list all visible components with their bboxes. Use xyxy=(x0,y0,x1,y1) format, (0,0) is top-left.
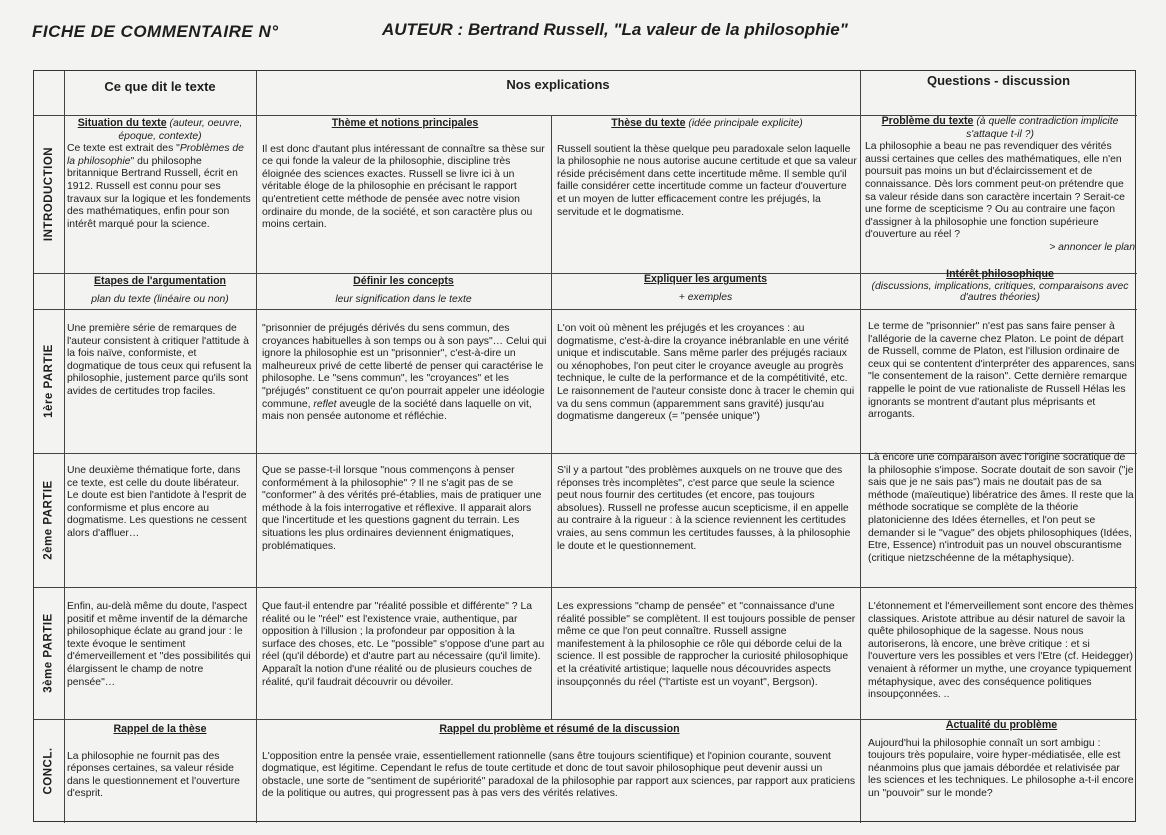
subheader-steps: Etapes de l'argumentation plan du texte (linéaire ou non) xyxy=(91,275,229,305)
grid-line xyxy=(551,115,552,719)
column-header-questions: Questions - discussion xyxy=(926,73,1071,88)
part1-concept-cell: "prisonnier de préjugés dérivés du sens commun, des croyances habituelles à son temps ou à son pays"… Celui qui ignore la philosophie est un "prisonnier", c'est-à-dire un malheureux privé de cette liberté de penser qui caractérise le philosophe. Le "sens commun", les "croyances" et les "préjugés" constituent ce qu'on pourrait appeler une idéologie commune, reflet aveugle de la société dans laquelle on vit, mais non pensée autonome et réfléchie. xyxy=(262,323,547,423)
part1-argument-cell: L'on voit où mènent les préjugés et les croyances : au dogmatisme, c'est-à-dire la croyance inébranlable en une vérité unique et indiscutable. Sans même parler des préjugés raciaux ou xénophobes, l'on peut citer le croyance aveugle au progrès technique, le culte de la performance et de la compétitivité, etc. Le raisonnement de l'auteur consiste donc à tracer le chemin qui va du sens commun (apparemment sans gravité) jusqu'au dogmatisme dangereux (= "pensée unique") xyxy=(557,323,855,423)
row-label-part2 xyxy=(34,453,64,587)
cell-note: > annoncer le plan xyxy=(1049,241,1135,253)
subheader-concepts: Définir les concepts leur signification dans le texte xyxy=(335,275,472,305)
cell-text: La philosophie a beau ne pas revendiquer des vérités aussi certaines que celles des mathématiques, elle n'en poursuit pas moins un but d'éclaircissement et de connaissance. Dès lors comment peut-on prétendre que sa valeur réside dans son caractère incertain ? Serait-ce une forme de scepticisme ? Ou au contraire une façon d'assigner à la philosophie une fonction supérieure d'ouverture au réel ? xyxy=(865,141,1125,241)
cell-text: Russell soutient la thèse quelque peu paradoxale selon laquelle la philosophie ne nous autorise aucune certitude et que sa valeur réside précisément dans cette incertitude même. Il semble qu'il faille considérer cette incertitude comme un facteur d'ouverture et un moyen de lutter efficacement contre les préjugés, la servitude et le dogmatisme. xyxy=(557,143,857,218)
row-label-conclusion xyxy=(34,719,64,823)
part1-step-cell: Une première série de remarques de l'auteur consistent à critiquer l'attitude à la fois naïve, conformiste, et dogmatique de tous ceux qui refusent la philosophie, justement parce qu'ils sont avides de certitudes trop faciles. xyxy=(67,323,252,397)
row-label-introduction xyxy=(34,115,64,273)
part3-concept-cell: Que faut-il entendre par "réalité possible et différente" ? La réalité ou le "réel" est l'existence vraie, authentique, par opposition à l'illusion ; la profondeur par opposition à la surface des choses, etc. Le "possible" s'oppose d'une part au réel (qu'il déborde) et d'autre part au nécessaire (qu'il limite). Apparaît la notion d'une réalité ou de plusieurs couches de réalité, qu'il faudrait découvrir ou dévoiler. xyxy=(262,601,545,688)
row-label-text: 1ère PARTIE xyxy=(43,344,55,418)
commentary-table xyxy=(33,70,1136,822)
part3-argument-cell: Les expressions "champ de pensée" et "connaissance d'une réalité possible" se complètent. Il est toujours possible de penser même ce que l'on peut connaître. Russell assigne manifestement à la philosophie ce rôle qui déborde celui de la science. Il est possible de rapprocher la curiosité philosophique et la créativité artistique; laquelle nous découvrides aspects insoupçonnés du réel ("l'artiste est un voyant", Bergson). xyxy=(557,601,856,688)
grid-line xyxy=(34,309,1137,310)
intro-problem-cell xyxy=(865,115,1135,273)
part3-step-cell: Enfin, au-delà même du doute, l'aspect positif et même inventif de la démarche philosophique éclate au grand jour : le texte évoque le sentiment d'émerveillement et "des possibilités qui élargissent le champ de notre pensée"… xyxy=(67,601,251,688)
subheader-interest: Intérêt philosophique (discussions, implications, critiques, comparaisons avec d'autres théories) xyxy=(871,269,1129,304)
part2-step-cell: Une deuxième thématique forte, dans ce texte, est celle du doute libérateur. Le doute est bien l'antidote à l'esprit de conformisme et plus encore au dogmatisme. Les questions ne cessent alors d'affluer… xyxy=(67,465,247,539)
part3-interest-cell: L'étonnement et l'émerveillement sont encore des thèmes classiques. Aristote attribue au désir naturel de savoir la quête philosophique de la sagesse. Nous nous autoriserons, là encore, une brève critique : et si l'ouverture vers les possibles et vers l'Etre (cf. Heidegger) venaient à réformer un mythe, une croyance typiquement métaphysique, avec des conséquence politiques insoupçonnées. .. xyxy=(868,601,1134,701)
row-label-text: 2ème PARTIE xyxy=(43,480,55,560)
cell-title: Thèse du texte (idée principale explicite) xyxy=(611,117,803,129)
column-header-explanations: Nos explications xyxy=(506,77,610,92)
cell-title: Problème du texte (à quelle contradiction implicite s'attaque t-il ?) xyxy=(881,115,1119,140)
part1-interest-cell: Le terme de "prisonnier" n'est pas sans faire penser à l'allégorie de la caverne chez Platon. Le point de départ de Russell, comme de Platon, est l'illusion ordinaire de ceux qui se contentent d'interpréter des apparences, sans "le consentement de la raison". Cette dernière remarque rappelle le point de vue rationaliste de Russell Hélas les ignorants se montrent d'autant plus méprisants et arrogants. xyxy=(868,321,1135,421)
cell-text: Ce texte est extrait des "Problèmes de la philosophie" du philosophe britannique Bertrand Russell, écrit en 1912. Russell est connu pour ses travaux sur la logique et les fondements des mathématiques, enfin pour son intérêt marqué pour la science. xyxy=(67,143,251,230)
intro-theme-cell xyxy=(262,117,548,271)
grid-line xyxy=(860,71,861,823)
intro-thesis-cell xyxy=(557,117,857,271)
row-label-part1 xyxy=(34,309,64,453)
subheader-arguments: Expliquer les arguments + exemples xyxy=(643,273,768,303)
intro-situation-cell xyxy=(67,117,253,271)
cell-text: Il est donc d'autant plus intéressant de connaître sa thèse sur ce qui fonde la valeur de la philosophie, discipline très éloignée des sciences exactes. Russell se livre ici à un véritable éloge de la philosophie en précisant le rapport qu'entretient cette méthode de pensée avec notre vision ordinaire du monde, de la société, et son caractère plus ou moins certain. xyxy=(262,143,545,231)
conclusion-thesis-cell: Rappel de la thèse La philosophie ne fournit pas des réponses certaines, sa valeur réside dans le questionnement et l'ouverture d'esprit. xyxy=(67,723,240,800)
grid-line xyxy=(64,71,65,823)
grid-line xyxy=(34,587,1137,588)
header xyxy=(0,0,1166,68)
part2-argument-cell: S'il y a partout "des problèmes auxquels on ne trouve que des réponses très incomplètes", c'est parce que seule la science peut nous fournir des certitudes (et encore, pas toujours absolues). Russell ne professe aucun scepticisme, il en appelle au contraire à la rigueur : à la science reviennent les certitudes vraies, au sens commun les certitudes fausses, à la philosophie le doute et le questionnement. xyxy=(557,465,851,552)
part2-concept-cell: Que se passe-t-il lorsque "nous commençons à penser conformément à la philosophie" ? Il ne s'agit pas de se "conformer" à des vérités pré-établies, mais de pratiquer une méthode à la fois interrogative et réflexive. Il apparait alors que l'incertitude et les questions gagnent du terrain. Les situations les plus ordinaires deviennent énigmatiques, problématiques. xyxy=(262,465,542,552)
conclusion-summary-cell: Rappel du problème et résumé de la discussion L'opposition entre la pensée vraie, essentiellement rationnelle (sans être toujours scientifique) et l'opinion courante, souvent dogmatique, est légitime. Cependant le refus de toute certitude et donc de tout savoir philosophique peut devenir aussi un obstacle, une sorte de "sentiment de supériorité" paradoxal de la philosophie par rapport aux sciences, par rapport aux praticiens de la politique ou autres, qui progressent pas à pas vers des vérités relatives. xyxy=(262,723,856,800)
grid-line xyxy=(256,71,257,823)
row-label-text: INTRODUCTION xyxy=(43,146,56,242)
row-label-part3 xyxy=(34,587,64,719)
sheet-title: FICHE DE COMMENTAIRE N° xyxy=(32,22,279,41)
cell-title: Thème et notions principales xyxy=(331,117,479,129)
column-header-text: Ce que dit le texte xyxy=(104,79,216,94)
part2-interest-cell: Là encore une comparaison avec l'origine socratique de la philosophie s'impose. Socrate doutait de son savoir ("je sais que je ne sais pas") mais ne doutait pas de sa méthode (maïeutique) libératrice des âmes. Il reste que la méthode socratique se complète de la théorie platonicienne des Idées éternelles, et l'on peut se demander si le "vague" des objets philosophiques (Idées, Etre, Essence) n'introduit pas un nouvel obscurantisme (critique nietzschéenne de la métaphysique). xyxy=(868,452,1134,564)
author-title: AUTEUR : Bertrand Russell, "La valeur de la philosophie" xyxy=(382,20,848,39)
conclusion-actuality-cell: Actualité du problème Aujourd'hui la philosophie connaît un sort ambigu : toujours très populaire, voire hyper-médiatisée, elle est néanmoins plus que jamais débordée et relativisée par les sciences et les techniques. Le philosophe a-t-il encore un "pouvoir" sur le monde? xyxy=(868,719,1134,799)
cell-title: Situation du texte (auteur, oeuvre, époque, contexte) xyxy=(77,117,243,142)
row-label-text: CONCL. xyxy=(43,747,55,795)
row-label-text: 3ème PARTIE xyxy=(43,613,55,693)
